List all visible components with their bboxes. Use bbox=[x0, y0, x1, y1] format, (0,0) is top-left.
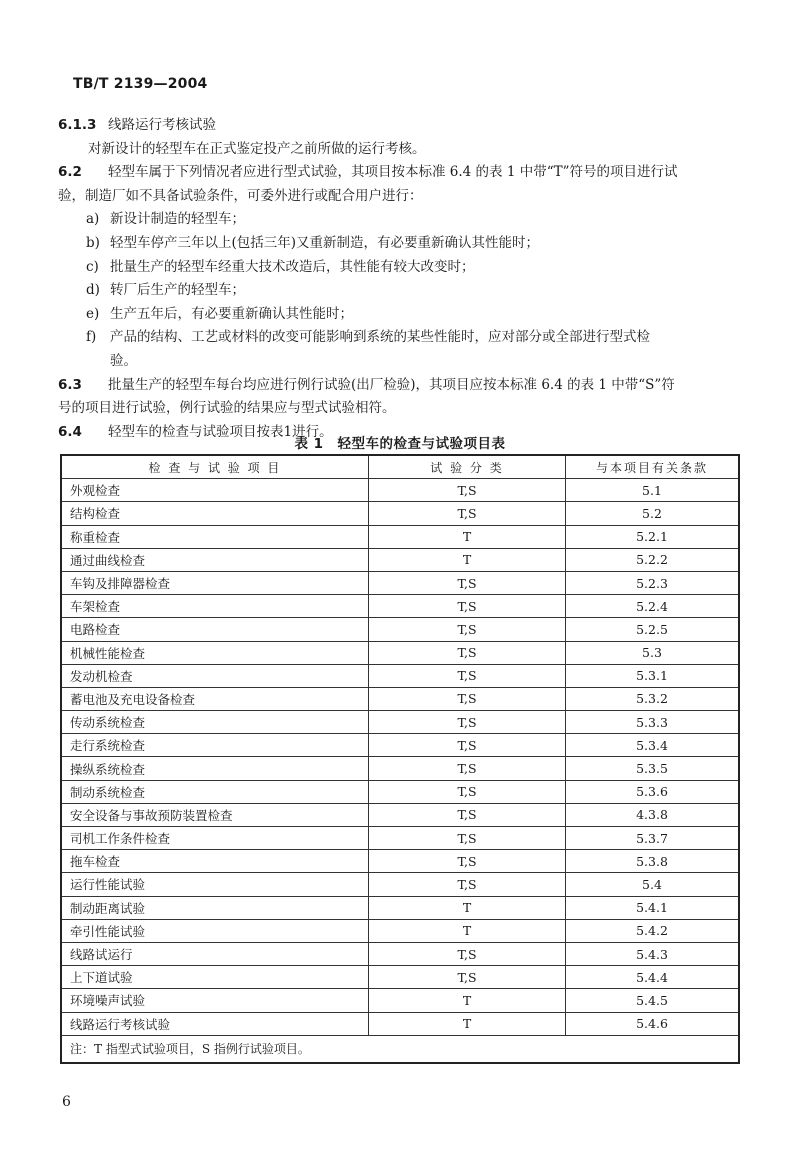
item-cell: 上下道试验 bbox=[61, 966, 369, 989]
category-cell: T,S bbox=[369, 641, 566, 664]
section-6-3-line1 bbox=[58, 374, 742, 398]
clause-cell: 5.2.3 bbox=[566, 571, 740, 594]
table-row bbox=[61, 757, 739, 780]
table-body bbox=[61, 479, 739, 1036]
table-row bbox=[61, 687, 739, 710]
header-clause: 与本项目有关条款 bbox=[566, 455, 740, 479]
list-item: d) 转厂后生产的轻型车； bbox=[86, 282, 245, 299]
item-cell: 线路试运行 bbox=[61, 942, 369, 965]
section-text: 批量生产的轻型车每台均应进行例行试验(出厂检验)，其项目应按本标准 6.4 的表 1 中带“S”符 bbox=[108, 376, 675, 393]
clause-cell: 5.4 bbox=[566, 873, 740, 896]
table-row bbox=[61, 803, 739, 826]
category-cell: T,S bbox=[369, 479, 566, 502]
item-cell: 蓄电池及充电设备检查 bbox=[61, 687, 369, 710]
list-item: b) 轻型车停产三年以上(包括三年)又重新制造，有必要重新确认其性能时； bbox=[86, 234, 540, 251]
clause-cell: 5.2.2 bbox=[566, 548, 740, 571]
table-row bbox=[61, 827, 739, 850]
item-cell: 称重检查 bbox=[61, 525, 369, 548]
list-item: c) 批量生产的轻型车经重大技术改造后，其性能有较大改变时； bbox=[86, 258, 475, 275]
list-item: e) 生产五年后，有必要重新确认其性能时； bbox=[86, 305, 353, 322]
table-row bbox=[61, 734, 739, 757]
category-cell: T bbox=[369, 548, 566, 571]
section-number: 6.4 bbox=[58, 423, 82, 440]
item-cell: 传动系统检查 bbox=[61, 711, 369, 734]
item-cell: 发动机检查 bbox=[61, 664, 369, 687]
table-row bbox=[61, 966, 739, 989]
section-title: 线路运行考核试验 bbox=[108, 117, 216, 133]
clause-cell: 5.4.2 bbox=[566, 919, 740, 942]
table-title: 表 1 轻型车的检查与试验项目表 bbox=[294, 436, 506, 452]
item-cell: 电路检查 bbox=[61, 618, 369, 641]
section-number: 6.2 bbox=[58, 164, 82, 181]
table-row bbox=[61, 780, 739, 803]
clause-cell: 5.4.3 bbox=[566, 942, 740, 965]
table-row bbox=[61, 641, 739, 664]
clause-cell: 5.4.1 bbox=[566, 896, 740, 919]
table-row bbox=[61, 989, 739, 1012]
item-cell: 机械性能检查 bbox=[61, 641, 369, 664]
table-row bbox=[61, 850, 739, 873]
category-cell: T,S bbox=[369, 687, 566, 710]
item-cell: 走行系统检查 bbox=[61, 734, 369, 757]
clause-cell: 5.3.6 bbox=[566, 780, 740, 803]
clause-cell: 5.3.5 bbox=[566, 757, 740, 780]
clause-cell: 5.2.4 bbox=[566, 595, 740, 618]
item-cell: 运行性能试验 bbox=[61, 873, 369, 896]
table-row bbox=[61, 873, 739, 896]
table-row bbox=[61, 595, 739, 618]
table-row bbox=[61, 942, 739, 965]
section-number: 6.1.3 bbox=[58, 117, 97, 133]
table-note-row bbox=[61, 1035, 739, 1063]
header-item: 检 查 与 试 验 项 目 bbox=[61, 455, 369, 479]
page-number: 6 bbox=[62, 1094, 71, 1110]
category-cell: T,S bbox=[369, 664, 566, 687]
category-cell: T bbox=[369, 919, 566, 942]
table-row bbox=[61, 1012, 739, 1035]
list-item: f) 产品的结构、工艺或材料的改变可能影响到系统的某些性能时，应对部分或全部进行型式检 bbox=[86, 329, 650, 346]
category-cell: T bbox=[369, 989, 566, 1012]
category-cell: T bbox=[369, 896, 566, 919]
section-number: 6.3 bbox=[58, 376, 82, 393]
table-row bbox=[61, 896, 739, 919]
section-6-1-3-heading bbox=[58, 114, 742, 138]
item-cell: 环境噪声试验 bbox=[61, 989, 369, 1012]
table-note: 注：T 指型式试验项目，S 指例行试验项目。 bbox=[61, 1035, 739, 1063]
category-cell: T,S bbox=[369, 711, 566, 734]
category-cell: T,S bbox=[369, 618, 566, 641]
category-cell: T,S bbox=[369, 942, 566, 965]
item-cell: 通过曲线检查 bbox=[61, 548, 369, 571]
table-header-row bbox=[61, 455, 739, 479]
table-row bbox=[61, 618, 739, 641]
table-row bbox=[61, 479, 739, 502]
table-row bbox=[61, 502, 739, 525]
clause-cell: 5.3.7 bbox=[566, 827, 740, 850]
category-cell: T,S bbox=[369, 873, 566, 896]
item-cell: 牵引性能试验 bbox=[61, 919, 369, 942]
table-row bbox=[61, 571, 739, 594]
section-6-2-line2: 验，制造厂如不具备试验条件，可委外进行或配合用户进行： bbox=[58, 187, 423, 204]
category-cell: T,S bbox=[369, 780, 566, 803]
list-item: a) 新设计制造的轻型车； bbox=[86, 211, 245, 228]
table-row bbox=[61, 664, 739, 687]
table-row bbox=[61, 919, 739, 942]
clause-cell: 5.2 bbox=[566, 502, 740, 525]
category-cell: T,S bbox=[369, 502, 566, 525]
document-code: TB/T 2139—2004 bbox=[73, 76, 208, 92]
clause-cell: 5.3.3 bbox=[566, 711, 740, 734]
category-cell: T bbox=[369, 525, 566, 548]
clause-cell: 5.3.2 bbox=[566, 687, 740, 710]
item-cell: 司机工作条件检查 bbox=[61, 827, 369, 850]
item-cell: 线路运行考核试验 bbox=[61, 1012, 369, 1035]
clause-cell: 5.3.8 bbox=[566, 850, 740, 873]
section-text: 轻型车的检查与试验项目按表1进行。 bbox=[108, 423, 333, 440]
section-6-2-line1 bbox=[58, 161, 742, 185]
item-cell: 外观检查 bbox=[61, 479, 369, 502]
list-item-continuation: 验。 bbox=[110, 352, 137, 369]
category-cell: T,S bbox=[369, 966, 566, 989]
section-text: 轻型车属于下列情况者应进行型式试验，其项目按本标准 6.4 的表 1 中带“T”符号的项目进行试 bbox=[108, 164, 678, 181]
header-category: 试 验 分 类 bbox=[369, 455, 566, 479]
clause-cell: 5.2.5 bbox=[566, 618, 740, 641]
inspection-table bbox=[60, 454, 740, 1064]
category-cell: T,S bbox=[369, 571, 566, 594]
clause-cell: 5.4.4 bbox=[566, 966, 740, 989]
item-cell: 制动系统检查 bbox=[61, 780, 369, 803]
item-cell: 拖车检查 bbox=[61, 850, 369, 873]
clause-cell: 5.4.5 bbox=[566, 989, 740, 1012]
clause-cell: 5.3 bbox=[566, 641, 740, 664]
category-cell: T,S bbox=[369, 850, 566, 873]
category-cell: T,S bbox=[369, 757, 566, 780]
clause-cell: 5.3.4 bbox=[566, 734, 740, 757]
table-row bbox=[61, 548, 739, 571]
clause-cell: 5.4.6 bbox=[566, 1012, 740, 1035]
table-row bbox=[61, 525, 739, 548]
table-row bbox=[61, 711, 739, 734]
category-cell: T,S bbox=[369, 827, 566, 850]
clause-cell: 4.3.8 bbox=[566, 803, 740, 826]
item-cell: 安全设备与事故预防装置检查 bbox=[61, 803, 369, 826]
section-6-1-3-text: 对新设计的轻型车在正式鉴定投产之前所做的运行考核。 bbox=[88, 140, 426, 157]
item-cell: 结构检查 bbox=[61, 502, 369, 525]
category-cell: T,S bbox=[369, 734, 566, 757]
item-cell: 车钩及排障器检查 bbox=[61, 571, 369, 594]
item-cell: 制动距离试验 bbox=[61, 896, 369, 919]
clause-cell: 5.2.1 bbox=[566, 525, 740, 548]
item-cell: 操纵系统检查 bbox=[61, 757, 369, 780]
category-cell: T,S bbox=[369, 803, 566, 826]
item-cell: 车架检查 bbox=[61, 595, 369, 618]
clause-cell: 5.3.1 bbox=[566, 664, 740, 687]
section-6-3-line2: 号的项目进行试验，例行试验的结果应与型式试验相符。 bbox=[58, 400, 396, 417]
category-cell: T bbox=[369, 1012, 566, 1035]
clause-cell: 5.1 bbox=[566, 479, 740, 502]
body-text bbox=[58, 114, 742, 444]
category-cell: T,S bbox=[369, 595, 566, 618]
